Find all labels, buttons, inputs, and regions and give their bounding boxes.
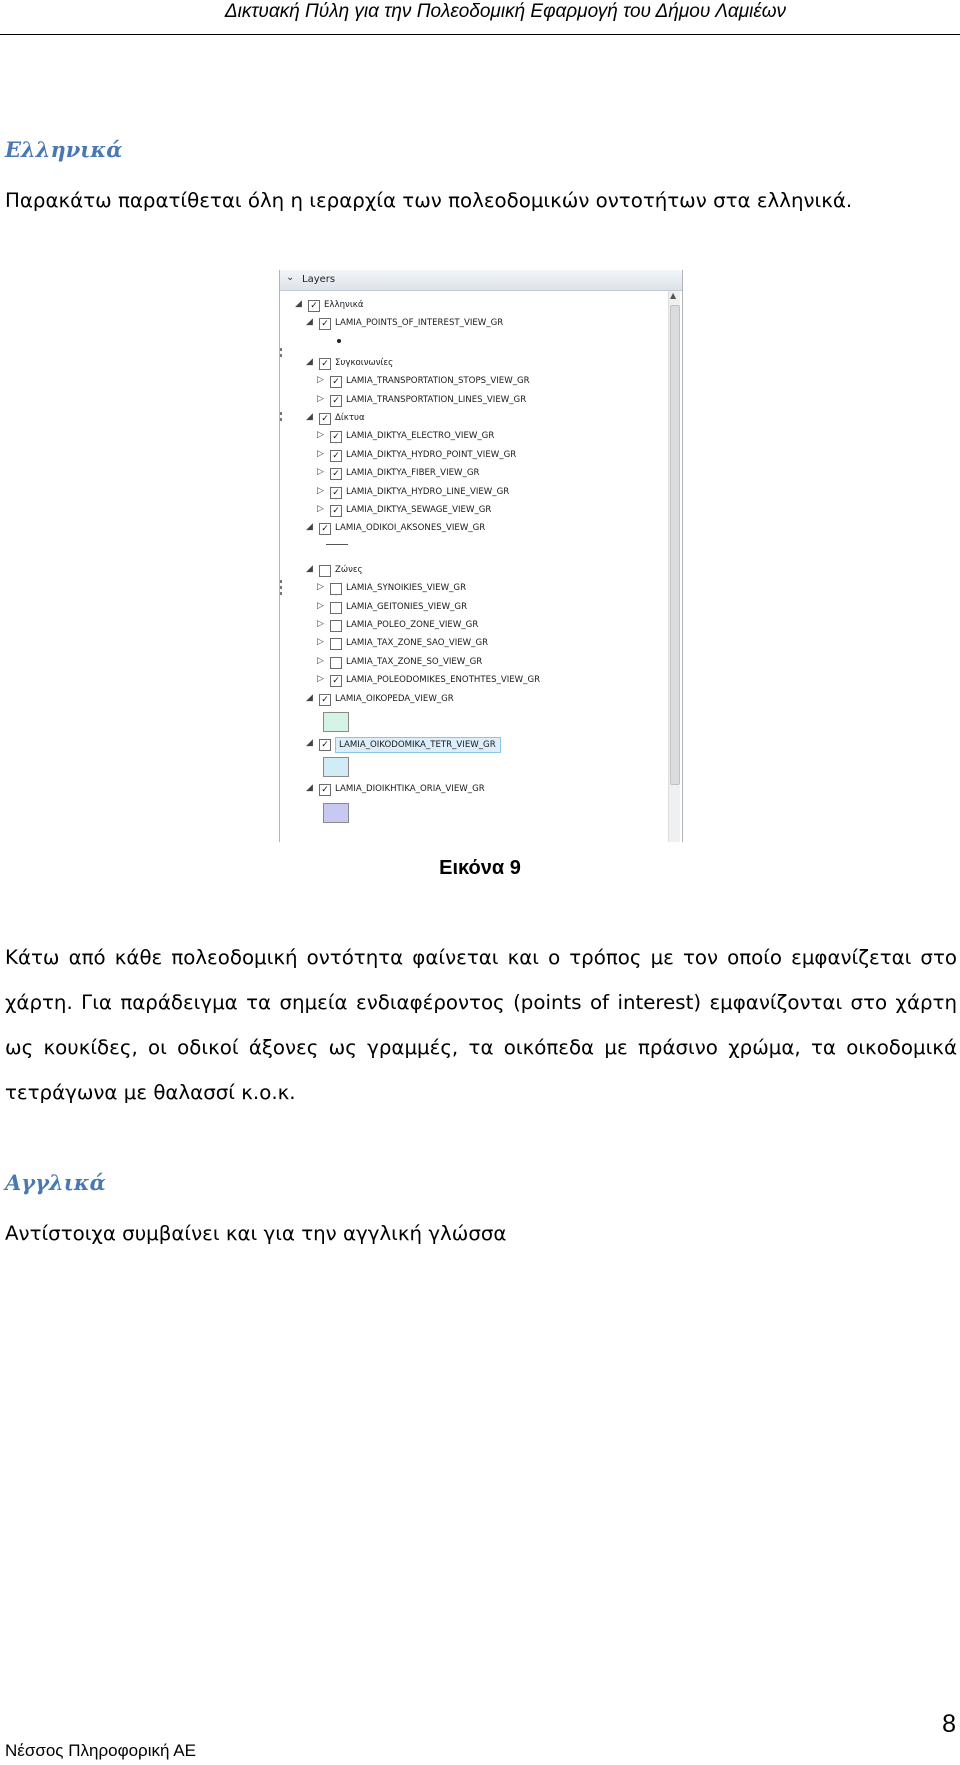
layers-panel-header bbox=[280, 270, 682, 291]
collapse-arrow-icon[interactable]: ▷ bbox=[317, 448, 324, 459]
polygon-symbol-icon bbox=[323, 757, 349, 777]
document-title: Δικτυακή Πύλη για την Πολεοδομική Εφαρμογή του Δήμου Λαμιέων bbox=[224, 1, 786, 22]
collapse-arrow-icon[interactable]: ▷ bbox=[317, 467, 324, 478]
collapse-arrow-icon[interactable]: ▷ bbox=[317, 430, 324, 441]
chevron-down-icon[interactable]: ⌄ bbox=[286, 272, 295, 283]
layer-label: LAMIA_TAX_ZONE_SO_VIEW_GR bbox=[346, 656, 483, 667]
point-symbol-icon bbox=[337, 339, 341, 343]
splitter-grip bbox=[280, 592, 282, 595]
layer-checkbox[interactable]: ✓ bbox=[330, 468, 342, 480]
layer-checkbox[interactable]: ✓ bbox=[319, 523, 331, 535]
layer-checkbox[interactable]: ✓ bbox=[319, 739, 331, 751]
layer-checkbox[interactable]: ✓ bbox=[308, 300, 320, 312]
expand-arrow-icon[interactable]: ◢ bbox=[306, 412, 313, 422]
splitter-grip bbox=[280, 586, 282, 589]
greek-intro-text: Παρακάτω παρατίθεται όλη η ιεραρχία των πολεοδομικών οντοτήτων στα ελληνικά. bbox=[5, 189, 853, 212]
collapse-arrow-icon[interactable]: ▷ bbox=[317, 485, 324, 496]
expand-arrow-icon[interactable]: ◢ bbox=[306, 317, 313, 328]
layer-checkbox[interactable]: ✓ bbox=[330, 431, 342, 443]
layer-label: Δίκτυα bbox=[335, 413, 365, 423]
layer-label: LAMIA_TAX_ZONE_SAO_VIEW_GR bbox=[346, 638, 489, 649]
line-symbol-icon bbox=[326, 544, 348, 545]
layers-panel-title: Layers bbox=[302, 274, 336, 285]
expand-arrow-icon[interactable]: ◢ bbox=[306, 522, 313, 533]
collapse-arrow-icon[interactable]: ▷ bbox=[317, 504, 324, 514]
figure-caption: Εικόνα 9 bbox=[439, 857, 521, 879]
layer-label: LAMIA_ODIKOI_AKSONES_VIEW_GR bbox=[335, 523, 486, 534]
layer-label: LAMIA_DIKTYA_FIBER_VIEW_GR bbox=[346, 468, 480, 479]
footer-company: Νέσσος Πληροφορική ΑΕ bbox=[5, 1741, 196, 1760]
layer-checkbox[interactable] bbox=[330, 620, 342, 632]
layer-label: LAMIA_DIKTYA_SEWAGE_VIEW_GR bbox=[346, 505, 492, 515]
greek-description-paragraph: Κάτω από κάθε πολεοδομική οντότητα φαίνεται και ο τρόπος με τον οποίο εμφανίζεται στο χάρτη. Για παράδειγμα τα σημεία ενδιαφέροντος (points of interest) εμφανίζονται στο χάρτη ως κουκίδες, οι οδικοί άξονες ως γραμμές, τα οικόπεδα με πράσινο χρώμα, τα οικοδομικά τετράγωνα με θαλασσί κ.ο.κ. bbox=[5, 946, 957, 1104]
collapse-arrow-icon[interactable]: ▷ bbox=[317, 393, 324, 404]
layer-checkbox[interactable]: ✓ bbox=[319, 358, 331, 370]
greek-section-heading: Ελληνικά bbox=[5, 137, 123, 162]
layer-checkbox[interactable]: ✓ bbox=[319, 413, 331, 425]
page-header bbox=[0, 0, 960, 35]
collapse-arrow-icon[interactable]: ▷ bbox=[317, 582, 324, 593]
splitter-grip bbox=[280, 580, 282, 583]
layer-checkbox[interactable] bbox=[319, 565, 331, 577]
layer-checkbox[interactable]: ✓ bbox=[319, 318, 331, 330]
layer-label: LAMIA_OIKODOMIKA_TETR_VIEW_GR bbox=[335, 737, 501, 753]
layer-label: LAMIA_TRANSPORTATION_LINES_VIEW_GR bbox=[346, 394, 527, 405]
splitter-grip bbox=[280, 418, 282, 421]
layer-label: LAMIA_POLEODOMIKES_ENOTHTES_VIEW_GR bbox=[346, 675, 541, 686]
layer-label: LAMIA_OIKOPEDA_VIEW_GR bbox=[335, 693, 454, 704]
layer-checkbox[interactable]: ✓ bbox=[330, 376, 342, 388]
expand-arrow-icon[interactable]: ◢ bbox=[295, 299, 302, 309]
english-section-heading: Αγγλικά bbox=[5, 1170, 106, 1195]
layer-checkbox[interactable]: ✓ bbox=[330, 505, 342, 517]
expand-arrow-icon[interactable]: ◢ bbox=[306, 356, 313, 367]
layer-label: Συγκοινωνίες bbox=[335, 357, 394, 368]
layer-label: LAMIA_GEITONIES_VIEW_GR bbox=[346, 601, 468, 612]
layer-label: Ζώνες bbox=[335, 564, 363, 575]
layer-label: LAMIA_TRANSPORTATION_STOPS_VIEW_GR bbox=[346, 376, 530, 387]
expand-arrow-icon[interactable]: ◢ bbox=[306, 783, 313, 794]
layer-checkbox[interactable] bbox=[330, 638, 342, 650]
collapse-arrow-icon[interactable]: ▷ bbox=[317, 655, 324, 666]
layer-checkbox[interactable]: ✓ bbox=[330, 487, 342, 499]
layer-checkbox[interactable] bbox=[330, 602, 342, 614]
polygon-symbol-icon bbox=[323, 712, 349, 732]
layers-panel-screenshot bbox=[279, 270, 683, 842]
layer-label: LAMIA_POLEO_ZONE_VIEW_GR bbox=[346, 620, 479, 630]
splitter-grip bbox=[280, 348, 282, 351]
layer-checkbox[interactable]: ✓ bbox=[330, 450, 342, 462]
scrollbar[interactable] bbox=[668, 291, 680, 842]
expand-arrow-icon[interactable]: ◢ bbox=[306, 563, 313, 574]
layer-checkbox[interactable]: ✓ bbox=[319, 784, 331, 796]
collapse-arrow-icon[interactable]: ▷ bbox=[317, 375, 324, 386]
layer-checkbox[interactable]: ✓ bbox=[330, 675, 342, 687]
layer-checkbox[interactable] bbox=[330, 583, 342, 595]
collapse-arrow-icon[interactable]: ▷ bbox=[317, 637, 324, 648]
layer-label: LAMIA_DIKTYA_HYDRO_LINE_VIEW_GR bbox=[346, 486, 510, 497]
collapse-arrow-icon[interactable]: ▷ bbox=[317, 619, 324, 629]
splitter-grip bbox=[280, 354, 282, 357]
splitter-grip bbox=[280, 412, 282, 415]
collapse-arrow-icon[interactable]: ▷ bbox=[317, 600, 324, 611]
layer-label: LAMIA_SYNOIKIES_VIEW_GR bbox=[346, 583, 467, 594]
page-number: 8 bbox=[942, 1710, 956, 1738]
expand-arrow-icon[interactable]: ◢ bbox=[306, 692, 313, 703]
layer-checkbox[interactable]: ✓ bbox=[319, 694, 331, 706]
collapse-arrow-icon[interactable]: ▷ bbox=[317, 674, 324, 685]
layer-label: LAMIA_DIKTYA_ELECTRO_VIEW_GR bbox=[346, 431, 495, 442]
layer-label: LAMIA_DIKTYA_HYDRO_POINT_VIEW_GR bbox=[346, 449, 517, 460]
scrollbar-thumb[interactable] bbox=[670, 305, 680, 785]
layer-checkbox[interactable]: ✓ bbox=[330, 395, 342, 407]
layer-checkbox[interactable] bbox=[330, 657, 342, 669]
english-text: Αντίστοιχα συμβαίνει και για την αγγλική γλώσσα bbox=[5, 1222, 507, 1245]
polygon-symbol-icon bbox=[323, 803, 349, 823]
layer-label: LAMIA_POINTS_OF_INTEREST_VIEW_GR bbox=[335, 318, 504, 329]
scroll-up-icon[interactable]: ▲ bbox=[670, 291, 677, 300]
layer-label: Ελληνικά bbox=[324, 300, 364, 310]
expand-arrow-icon[interactable]: ◢ bbox=[306, 738, 313, 748]
layer-label: LAMIA_DIOIKHTIKA_ORIA_VIEW_GR bbox=[335, 784, 485, 795]
